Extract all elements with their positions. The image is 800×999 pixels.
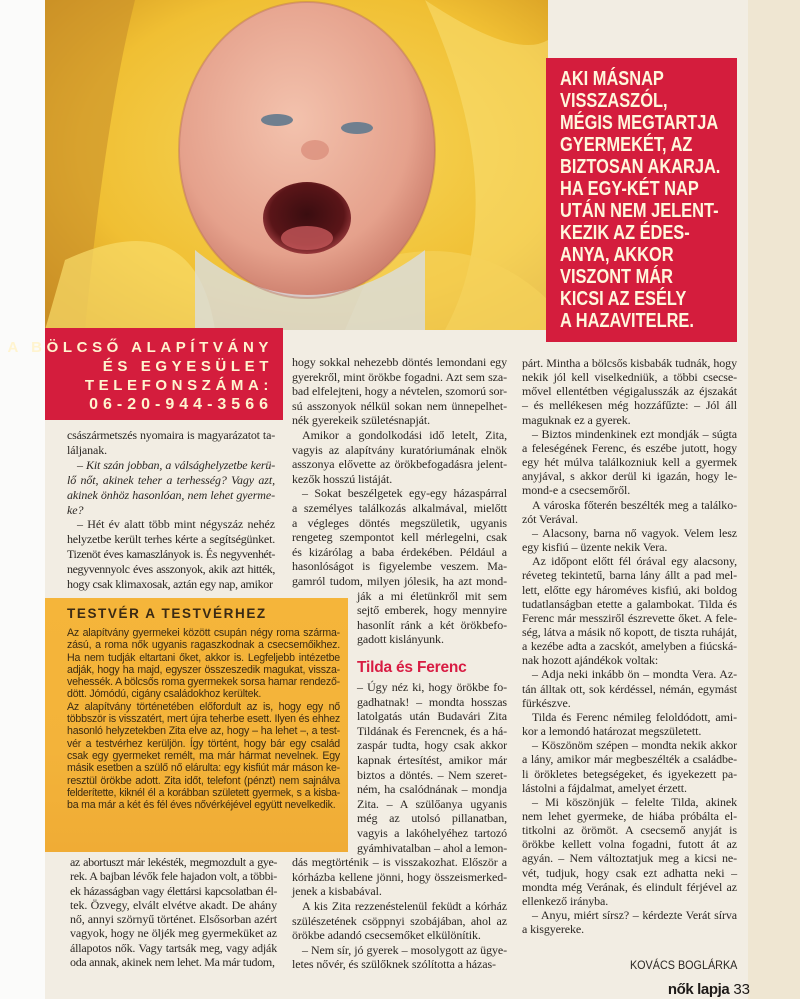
paragraph (292, 943, 507, 972)
text-line: mondta még Verának, és elindult férjével az (522, 879, 737, 894)
text-line: zaspár tudta, hogy csak akkor (357, 738, 507, 753)
text-line: vagyis az alapítvány kuratóriumának elnök (292, 442, 507, 457)
text-line: – Sokat beszélgetek egy-egy házaspárral (302, 486, 507, 501)
text-line: vét, tudjuk, hogy csak ezt adhatta neki – (522, 865, 737, 880)
pull-quote (560, 68, 736, 332)
text-line: maguknak ez a gyerek. (522, 412, 631, 427)
text-line: zót Verával. (522, 511, 578, 526)
text-line: hasonlít ránk a két örökbefo- (357, 617, 507, 632)
text-line: vér a testvérhez kerüljön. Így történt, hogy bár egy család (67, 737, 340, 750)
pull-quote-line: KEZIK AZ ÉDES- (560, 221, 690, 244)
text-line: gadott kislányunk. (357, 632, 444, 647)
baby-photo (45, 0, 548, 330)
text-line: akinek önhöz hasonlóan, nem lehet gyerme- (67, 487, 275, 502)
text-line: resztül örökbe adott. Zita időt, telefont (pénzt) nem sajnálva (67, 774, 340, 787)
text-line: helyzetbe került terhes kérte a segítségünket. (67, 532, 275, 547)
paragraph (522, 667, 737, 709)
pull-quote-line: ANYA, AKKOR (560, 243, 674, 266)
text-line: a lány, amikor már megbeszélték a családbe- (522, 752, 737, 767)
paragraph (522, 710, 737, 738)
text-line: Ferenc már messziről észrevette őket. A fele- (522, 610, 737, 625)
text-line: – Köszönöm szépen – mondta nekik akkor (532, 738, 737, 753)
text-line: a személyes találkozás alkalmával, mielőtt (292, 500, 507, 515)
text-line: a kisgyereke. (522, 922, 585, 937)
column-2-bottom (292, 680, 507, 972)
column-2-top (292, 355, 507, 647)
phone-number: 06-20-944-3566 (89, 396, 273, 413)
paragraph (67, 428, 275, 458)
pull-quote-box (546, 58, 737, 342)
pull-quote-line: VISZONT MÁR (560, 265, 673, 288)
text-line: nő, annyi szörnyű történet. Elsősorban azért (70, 912, 277, 927)
text-line: – Kit szán jobban, a válsághelyzetbe kerü- (77, 457, 275, 472)
text-line: Az időpont előtt fél órával egy alacsony, (532, 554, 737, 569)
text-line: hasonló helyzetekben Zita elve az, hogy – ha lehet –, a test- (67, 725, 340, 738)
text-line: sejtő emberek, hogy mennyire (357, 603, 507, 618)
text-line: Amikor a gondolkodási idő letelt, Zita, (302, 427, 507, 442)
text-line: ellenkező irányba. (522, 893, 609, 908)
text-line: hasonlóságot is figyelembe veszem. Ma- (292, 559, 507, 574)
paragraph (67, 517, 275, 592)
text-line: császármetszés nyomaira is magyarázatot ta- (67, 428, 275, 442)
column-1-top (67, 428, 275, 592)
text-line: ke? (67, 502, 84, 517)
subheading: Tilda és Ferenc (357, 659, 467, 676)
text-line: jenek a kisbabával. (292, 884, 382, 899)
text-line: többször is visszatért, mert újra teherbe esett. Ilyen és ehhez (67, 713, 340, 726)
text-line: ba ma már a két és fél éves nővérkéjével együtt nevelkedik. (67, 799, 336, 812)
paragraph (522, 526, 737, 554)
column-1-bottom (70, 855, 277, 969)
text-line: zású, a roma nők ugyanis ragaszkodnak a csecsemőikhez. (67, 639, 340, 652)
column-3 (522, 356, 737, 936)
text-line: A kis Zita rezzenéstelenül feküdt a kórház (302, 898, 507, 913)
text-line: – Mi köszönjük – felelte Tilda, akinek (532, 794, 737, 809)
text-line: nék gyerekeik születésnapját. (292, 413, 431, 428)
text-line: a feleségének Ferenc, és eszébe jutott, hogy (522, 440, 737, 455)
text-line: sú asszonyok nélkül sokan nem ünnepelhet- (292, 398, 507, 413)
text-line: csak egy gyermeket remélt, ma már hármat nevelnek. Egy (67, 749, 340, 762)
text-line: szülészetének csöppnyi szobájában, ahol az (292, 913, 507, 928)
paragraph (522, 795, 737, 908)
text-line: az abortuszt már lekésték, megmozdult a gye- (70, 855, 277, 869)
text-line: kor a lemondó határozat megszületett. (522, 724, 702, 739)
text-line: örökbe adandó csecsemőket elkülönítik. (292, 928, 481, 943)
text-line: Zita. – A szülőanya ugyanis (357, 796, 507, 811)
paragraph (292, 899, 507, 943)
text-line: Tilda és Ferenc némileg feloldódott, ami- (532, 709, 737, 724)
text-line: latolgatás után Budavári Zita (357, 709, 507, 724)
page-footer (668, 981, 750, 998)
text-line: – és mellékesen még hozzáfűzte: – Jól áll (522, 398, 737, 413)
text-line: gyámhivatalban – ahol a lemon- (357, 840, 507, 855)
pull-quote-line: MÉGIS MEGTARTJA (560, 111, 719, 134)
text-line: titkolni az örömöt. A csecsemő anyját is (522, 823, 737, 838)
text-line: tek. Özvegy, elvált elvétve akadt. De ahány (70, 897, 277, 912)
text-line: nem lehet gyermeke, de hiába próbálta el- (522, 809, 737, 823)
text-line: – Adja neki inkább ön – mondta Vera. Az- (532, 667, 737, 682)
text-line: – Anyu, miért sírsz? – kérdezte Verát sírva (532, 908, 737, 923)
text-line: és kizárólag a baba érdekében. Például a (292, 544, 507, 559)
text-line: kapnak értesítést, amikor már (357, 752, 507, 767)
phone-banner-line: A BÖLCSŐ ALAPÍTVÁNY (7, 339, 273, 356)
text-line: anyjával, s akkor derül ki igazán, hogy le- (522, 469, 737, 484)
text-line: tán álltak ott, sok kérdéssel, némán, egymást (522, 681, 737, 696)
text-line: ném, ha csalódnának – mondja (357, 782, 507, 797)
text-line: örökbe kellett volna fogadni, futott át az (522, 837, 737, 852)
text-line: Az alapítvány történetében előfordult az is, hogy egy nő (67, 700, 340, 713)
text-line: rek. A bajban lévők fele hajadon volt, a többi- (70, 869, 277, 884)
text-line: Tizenöt éves kamaszlányok is. És negyvenhét- (67, 547, 275, 562)
pull-quote-line: BIZTOSAN AKARJA. (560, 155, 721, 178)
text-line: agyán. – Nem változtatjuk meg a kicsi ne- (522, 851, 737, 866)
pull-quote-line: AKI MÁSNAP (560, 67, 664, 90)
page-number: 33 (733, 981, 750, 998)
text-line: – Úgy néz ki, hogy örökbe fo- (357, 680, 507, 694)
text-line: adják, hogy ha majd, egyszer összeszedik magukat, vissza- (67, 663, 340, 676)
paragraph (292, 355, 507, 428)
text-line: másik esetben a szülő nő elárulta: egy kisfiút már máson ke- (67, 762, 340, 775)
phone-banner (7, 328, 283, 420)
phone-banner-line: ÉS EGYESÜLET (102, 358, 273, 375)
text-line: – Alacsony, barna nő vagyok. Velem lesz (532, 525, 737, 540)
paragraph (522, 908, 737, 936)
page-right-margin (748, 0, 800, 999)
phone-banner-line: TELEFONSZÁMA: (84, 377, 273, 394)
text-line: Tildának és Ferencnek, és a há- (357, 723, 507, 738)
text-line: lástolni a fájdalmat, amelyet érzett. (522, 780, 687, 795)
paragraph (70, 855, 277, 969)
text-line: A városka főterén beszélték meg a találko- (532, 497, 737, 512)
text-line: bad elfelejteni, hogy a névtelen, szomorú sor- (292, 384, 507, 399)
text-line: gadhatnak! – mondta hosszas (357, 694, 507, 709)
text-line: asszonya elővette az örökbefogadásra jelent- (292, 457, 507, 472)
text-line: tudatlanságban etette a galambokat. Tilda és (522, 596, 737, 611)
text-line: – Biztos mindenkinek ezt mondják – súgta (532, 426, 737, 441)
text-line: egy kisfiú – üzente nekik Vera. (522, 540, 668, 555)
text-line: li örökletes betegségeket, és igyekezett pa- (522, 766, 737, 781)
text-line: réveteg tekintetű, barna lány állt a pad mel- (522, 568, 737, 583)
text-line: a kezébe adta a zacskót, amelyben a fiúcská- (522, 639, 737, 654)
text-line: ség, látva a másik nő kopott, de tiszta ruháját, (522, 624, 737, 639)
paragraph (67, 458, 275, 518)
text-line: lett, előtte egy hároméves kisfiú, aki boldog (522, 582, 737, 597)
pull-quote-line: A HAZAVITELRE. (560, 309, 694, 332)
text-line: negyvennyolc éves asszonyok, akik azt hitték, (67, 562, 275, 577)
text-line: mővel ellentétben végigalusszák az éjszakát (522, 384, 737, 399)
text-line: nak hozott ajándékok voltak: (522, 653, 659, 668)
text-line: vehessék. A bölcsős roma gyermekek sorsa hamar rendező- (67, 676, 340, 689)
paragraph (522, 738, 737, 795)
text-line: a végleges döntés megszületik, ugyanis (292, 515, 507, 530)
paragraph (292, 680, 507, 899)
text-line: rengeteg szempontot kell mérlegelni, csak (292, 530, 507, 545)
phone-banner-text (8, 338, 273, 414)
text-line: egy hét múlva találkozniuk kell a gyermek (522, 455, 737, 470)
text-line: letes nővér, és szülőknek szólította a házas- (292, 957, 496, 972)
text-line: lő nőt, akinek teher a terhesség? Vagy azt, (67, 472, 275, 487)
pull-quote-line: HA EGY-KÉT NAP (560, 177, 699, 200)
text-line: gamról tudom, milyen jólesik, ha azt mond- (292, 573, 507, 588)
text-line: gyerekről, mint örökbe fogadni. Azt sem sza- (292, 369, 507, 384)
text-line: kezők hosszú listáját. (292, 471, 393, 486)
text-line: – Nem sír, jó gyerek – mosolygott az ügye- (302, 942, 507, 957)
text-line: fürkészve. (522, 695, 571, 710)
page-left-margin (0, 0, 45, 999)
pull-quote-line: VISSZASZÓL, (560, 89, 668, 112)
author-byline: KOVÁCS BOGLÁRKA (629, 958, 737, 972)
text-line: Ha nem tudják eltartani őket, akkor is. Legfeljebb intézetbe (67, 651, 340, 664)
pull-quote-line: UTÁN NEM JELENT- (560, 199, 719, 222)
text-line: oda annak, akinek nem lehet. Ma már tudom, (70, 955, 275, 970)
text-line: láljanak. (67, 442, 108, 457)
paragraph (522, 356, 737, 427)
text-line: mond-e a csecsemőről. (522, 483, 631, 498)
text-line: vagyok, hogy ne öljék meg gyermeküket az (70, 926, 277, 941)
paragraph (522, 554, 737, 667)
paragraph (522, 498, 737, 526)
text-line: ek házasságban vagy élettársi kapcsolatban él- (70, 883, 277, 898)
text-line: biztos a döntés. – Nem szeret- (357, 767, 507, 782)
magazine-name: nők lapja (667, 981, 730, 998)
text-line: nekik jól kell viselkedniük, a többi csecse- (522, 370, 737, 385)
text-line: dás megtörténik – is visszakozhat. Először a (292, 855, 507, 870)
paragraph (522, 427, 737, 498)
pull-quote-line: KICSI AZ ESÉLY (560, 287, 687, 310)
text-line: hogy sokkal nehezebb döntés lemondani egy (292, 355, 507, 369)
text-line: – Hét év alatt több mint négyszáz nehéz (77, 517, 275, 532)
text-line: Az alapítvány gyermekei között csupán négy roma szárma- (67, 627, 340, 639)
sidebar-title: TESTVÉR A TESTVÉRHEZ (67, 606, 267, 621)
text-line: párt. Mintha a bölcsős kisbabák tudnák, hogy (522, 356, 737, 370)
text-line: dött. Jómódú, cigány családokhoz kerültek. (67, 688, 262, 701)
text-line: állapotos nők. Vagy tartsák meg, vagy adják (70, 940, 277, 955)
text-line: vagyis a lakóhelyéhez tartozó (357, 825, 507, 840)
text-line: kórházba kellene jönni, hogy összeismerked- (292, 869, 507, 884)
pull-quote-line: GYERMEKÉT, AZ (560, 133, 693, 156)
paragraph (292, 486, 507, 647)
text-line: hogy csak klimaxosak, aztán egy nap, amikor (67, 577, 273, 592)
paragraph (292, 428, 507, 486)
text-line: ják a mi életünkről mit sem (357, 588, 507, 603)
text-line: még az utolsó pillanatban, (357, 811, 507, 826)
text-line: felderítette, kiknél él a korábban született gyermek, s a kisba- (67, 786, 340, 799)
